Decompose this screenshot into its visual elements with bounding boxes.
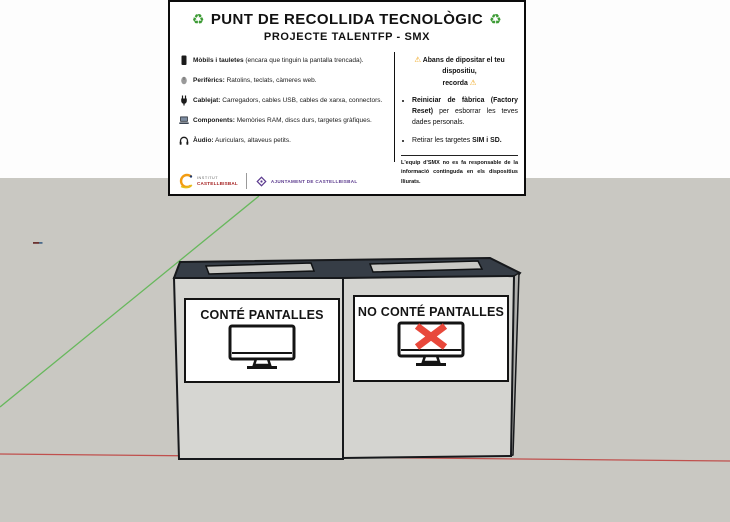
bin-label: NO CONTÉ PANTALLES	[357, 305, 505, 319]
poster-footer	[178, 171, 358, 191]
accepted-devices-column	[170, 52, 394, 162]
list-item-text: Àudio: Auriculars, altaveus petits.	[193, 137, 291, 144]
laptop-icon	[179, 115, 189, 126]
logo-divider	[246, 173, 247, 189]
notice-heading-line1: Abans de dipositar el teu dispositiu,	[422, 57, 505, 76]
institut-castellbisbal-logo	[178, 173, 238, 190]
ajuntament-logo-text: AJUNTAMENT DE CASTELLBISBAL	[270, 178, 358, 184]
disclaimer-text: L'equip d'SMX no es fa responsable de la informació continguda en els dispositius lliurats.	[401, 159, 518, 185]
ajuntament-castellbisbal-logo	[255, 175, 358, 188]
poster-subtitle: PROJECTE TALENTFP - SMX	[263, 31, 431, 43]
phone-icon	[179, 55, 189, 66]
bin-sign-no-screens[interactable]	[353, 295, 509, 382]
divider	[401, 155, 518, 156]
monitor-icon	[227, 323, 297, 371]
headphones-icon	[179, 135, 189, 146]
list-item-text: Perifèrics: Ratolins, teclats, càmeres web.	[193, 77, 317, 84]
ajuntament-logo-icon	[255, 175, 268, 188]
warning-icon: ⚠	[469, 78, 477, 88]
list-item	[179, 115, 390, 126]
poster-title	[170, 11, 524, 28]
recycling-poster[interactable]	[168, 0, 526, 196]
poster-title-text: PUNT DE RECOLLIDA TECNOLÒGIC	[210, 11, 484, 28]
institut-logo-text: INSTITUT CASTELLBISBAL	[197, 176, 238, 186]
warning-icon: ⚠	[414, 55, 422, 64]
recycle-icon: ♻	[191, 11, 205, 27]
list-item-text: Components: Memòries RAM, discs durs, targetes gràfiques.	[193, 117, 372, 124]
bin-label: CONTÉ PANTALLES	[200, 308, 324, 322]
notice-column	[394, 52, 524, 185]
list-item	[179, 75, 390, 86]
notice-bullet: • Retirar les targetes SIM i SD.	[412, 136, 518, 147]
list-item	[179, 55, 390, 66]
monitor-crossed-icon	[396, 320, 466, 368]
plug-icon	[179, 95, 189, 106]
notice-bullets	[401, 96, 518, 147]
bin-sign-with-screens[interactable]	[184, 298, 340, 383]
institut-logo-icon	[178, 173, 195, 190]
recycle-icon: ♻	[489, 11, 503, 27]
device-list	[179, 55, 390, 146]
list-item-text: Cablejat: Carregadors, cables USB, cables de xarxa, connectors.	[193, 97, 383, 104]
notice-bullet: • Reiniciar de fàbrica (Factory Reset) per esborrar les teves dades personals.	[412, 96, 518, 128]
list-item	[179, 135, 390, 146]
notice-heading	[401, 54, 518, 89]
mouse-icon	[179, 75, 189, 86]
list-item	[179, 95, 390, 106]
notice-heading-line2: recorda	[442, 80, 468, 88]
list-item-text: Mòbils i tauletes (encara que tinguin la pantalla trencada).	[193, 57, 364, 64]
